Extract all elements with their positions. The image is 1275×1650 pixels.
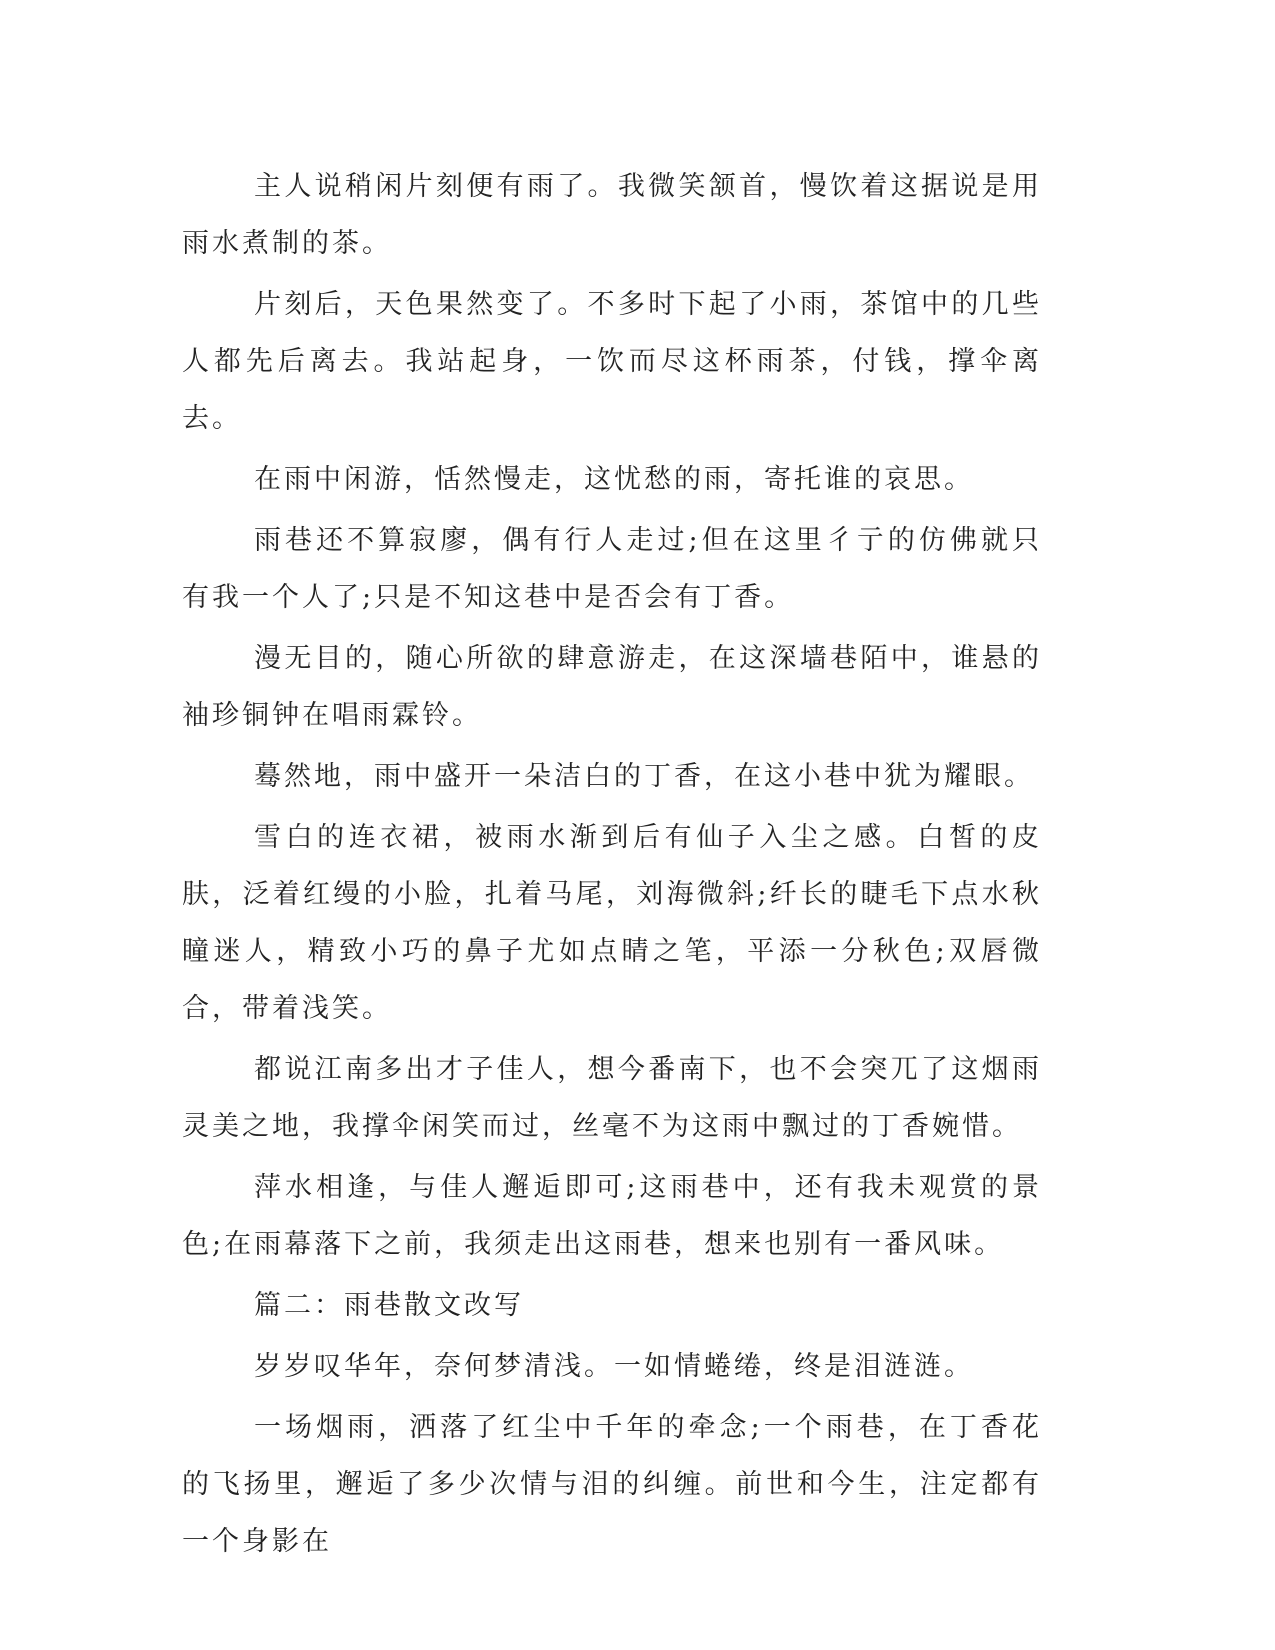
paragraph-9: 萍水相逢，与佳人邂逅即可;这雨巷中，还有我未观赏的景色;在雨幕落下之前，我须走出这雨巷，想来也别有一番风味。 <box>182 1172 1042 1260</box>
paragraph-5: 漫无目的，随心所欲的肆意游走，在这深墙巷陌中，谁悬的袖珍铜钟在唱雨霖铃。 <box>182 643 1042 731</box>
paragraph-11: 一场烟雨，洒落了红尘中千年的牵念;一个雨巷，在丁香花的飞扬里，邂逅了多少次情与泪的纠缠。前世和今生，注定都有一个身影在 <box>182 1412 1042 1557</box>
section-heading: 篇二：雨巷散文改写 <box>254 1290 524 1321</box>
paragraph-6: 蓦然地，雨中盛开一朵洁白的丁香，在这小巷中犹为耀眼。 <box>254 761 1034 792</box>
paragraph-7: 雪白的连衣裙，被雨水渐到后有仙子入尘之感。白皙的皮肤，泛着红缦的小脸，扎着马尾，刘海微斜;纤长的睫毛下点水秋瞳迷人，精致小巧的鼻子尤如点睛之笔，平添一分秋色;双唇微合，带着浅笑。 <box>182 822 1042 1024</box>
paragraph-8: 都说江南多出才子佳人，想今番南下，也不会突兀了这烟雨灵美之地，我撑伞闲笑而过，丝毫不为这雨中飘过的丁香婉惜。 <box>182 1054 1042 1142</box>
paragraph-2: 片刻后，天色果然变了。不多时下起了小雨，茶馆中的几些人都先后离去。我站起身，一饮而尽这杯雨茶，付钱，撑伞离去。 <box>182 289 1042 434</box>
paragraph-4: 雨巷还不算寂廖，偶有行人走过;但在这里彳亍的仿佛就只有我一个人了;只是不知这巷中是否会有丁香。 <box>182 525 1042 613</box>
paragraph-10: 岁岁叹华年，奈何梦清浅。一如情蜷绻，终是泪涟涟。 <box>254 1351 974 1382</box>
document-body <box>182 158 1042 1574</box>
paragraph-1: 主人说稍闲片刻便有雨了。我微笑颔首，慢饮着这据说是用雨水煮制的茶。 <box>182 171 1042 259</box>
paragraph-3: 在雨中闲游，恬然慢走，这忧愁的雨，寄托谁的哀思。 <box>254 464 974 495</box>
